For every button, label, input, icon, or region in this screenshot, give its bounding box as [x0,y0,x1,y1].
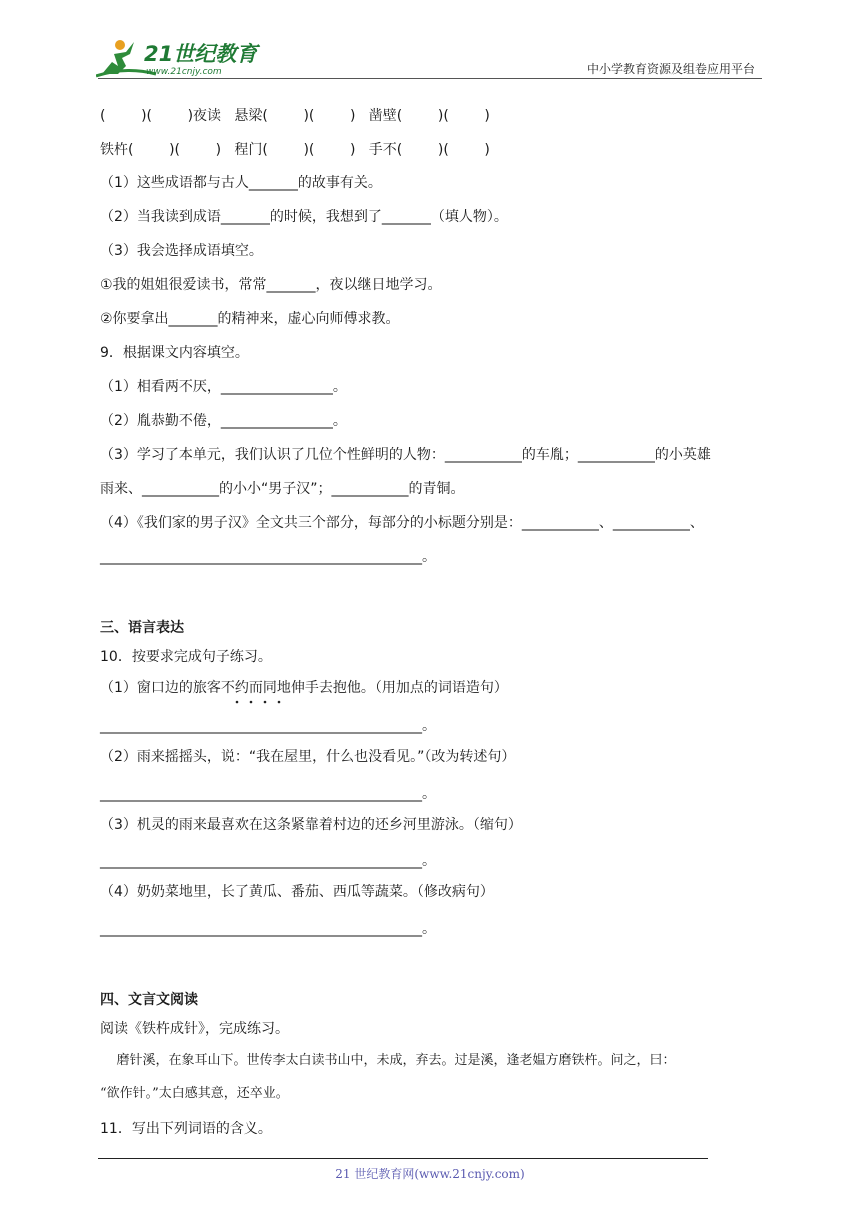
site-logo [96,36,266,80]
question-title-11: 11．写出下列词语的含义。 [100,1121,272,1137]
answer-blank: ______________________________________________。 [100,786,436,802]
question-line: （3）我会选择成语填空。 [100,243,263,259]
question-line: （4）《我们家的男子汉》全文共三个部分，每部分的小标题分别是：___________、___________、 [100,515,704,531]
platform-label: 中小学教育资源及组卷应用平台 [586,62,755,76]
emphasis-dots [234,699,284,705]
logo-title: 21世纪教育 [144,42,258,66]
classical-passage: “欲作针。”太白感其意，还卒业。 [100,1086,289,1101]
question-line: （2）胤恭勤不倦，________________。 [100,413,347,429]
reading-intro: 阅读《铁杵成针》，完成练习。 [100,1021,289,1037]
answer-blank: ______________________________________________。 [100,921,436,937]
footer-divider [98,1158,708,1159]
question-line: （1）相看两不厌，________________。 [100,379,347,395]
question-title-10: 10．按要求完成句子练习。 [100,649,272,665]
idiom-line-2: 铁杵( )( ) 程门( )( ) 手不( )( ) [100,142,490,158]
sentence-item-1: （1）窗口边的旅客不约而同地伸手去抱他。（用加点的词语造句） [100,680,508,696]
question-line: （3）学习了本单元，我们认识了几位个性鲜明的人物：___________的车胤；___________的小英雄 [100,447,711,463]
question-line: ①我的姐姐很爱读书，常常_______，夜以继日地学习。 [100,277,442,293]
question-line: （2）当我读到成语_______的时候，我想到了_______（填人物）。 [100,209,508,225]
logo-url: www.21cnjy.com [146,67,222,77]
header-divider [98,78,762,79]
answer-blank: ______________________________________________。 [100,853,436,869]
question-line: ②你要拿出_______的精神来，虚心向师傅求教。 [100,311,400,327]
section-3-title: 三、语言表达 [100,620,184,636]
section-4-title: 四、文言文阅读 [100,992,198,1008]
classical-passage: 磨针溪，在象耳山下。世传李太白读书山中，未成，弃去。过是溪，逢老媪方磨铁杵。问之，曰： [100,1053,676,1068]
sentence-item-3: （3）机灵的雨来最喜欢在这条紧靠着村边的还乡河里游泳。（缩句） [100,817,522,833]
question-line: （1）这些成语都与古人_______的故事有关。 [100,175,382,191]
question-title-9: 9．根据课文内容填空。 [100,345,249,361]
question-line: 雨来、___________的小小“男子汉”；___________的青铜。 [100,481,465,497]
sentence-item-2: （2）雨来摇摇头，说：“我在屋里，什么也没看见。”（改为转述句） [100,749,516,765]
idiom-line-1: ( )( )夜读 悬梁( )( ) 凿壁( )( ) [100,108,490,124]
footer-text: 21 世纪教育网(www.21cnjy.com) [335,1167,525,1181]
answer-blank: ______________________________________________。 [100,718,436,734]
sentence-item-4: （4）奶奶菜地里，长了黄瓜、番茄、西瓜等蔬菜。（修改病句） [100,884,494,900]
answer-blank: ______________________________________________。 [100,549,436,565]
